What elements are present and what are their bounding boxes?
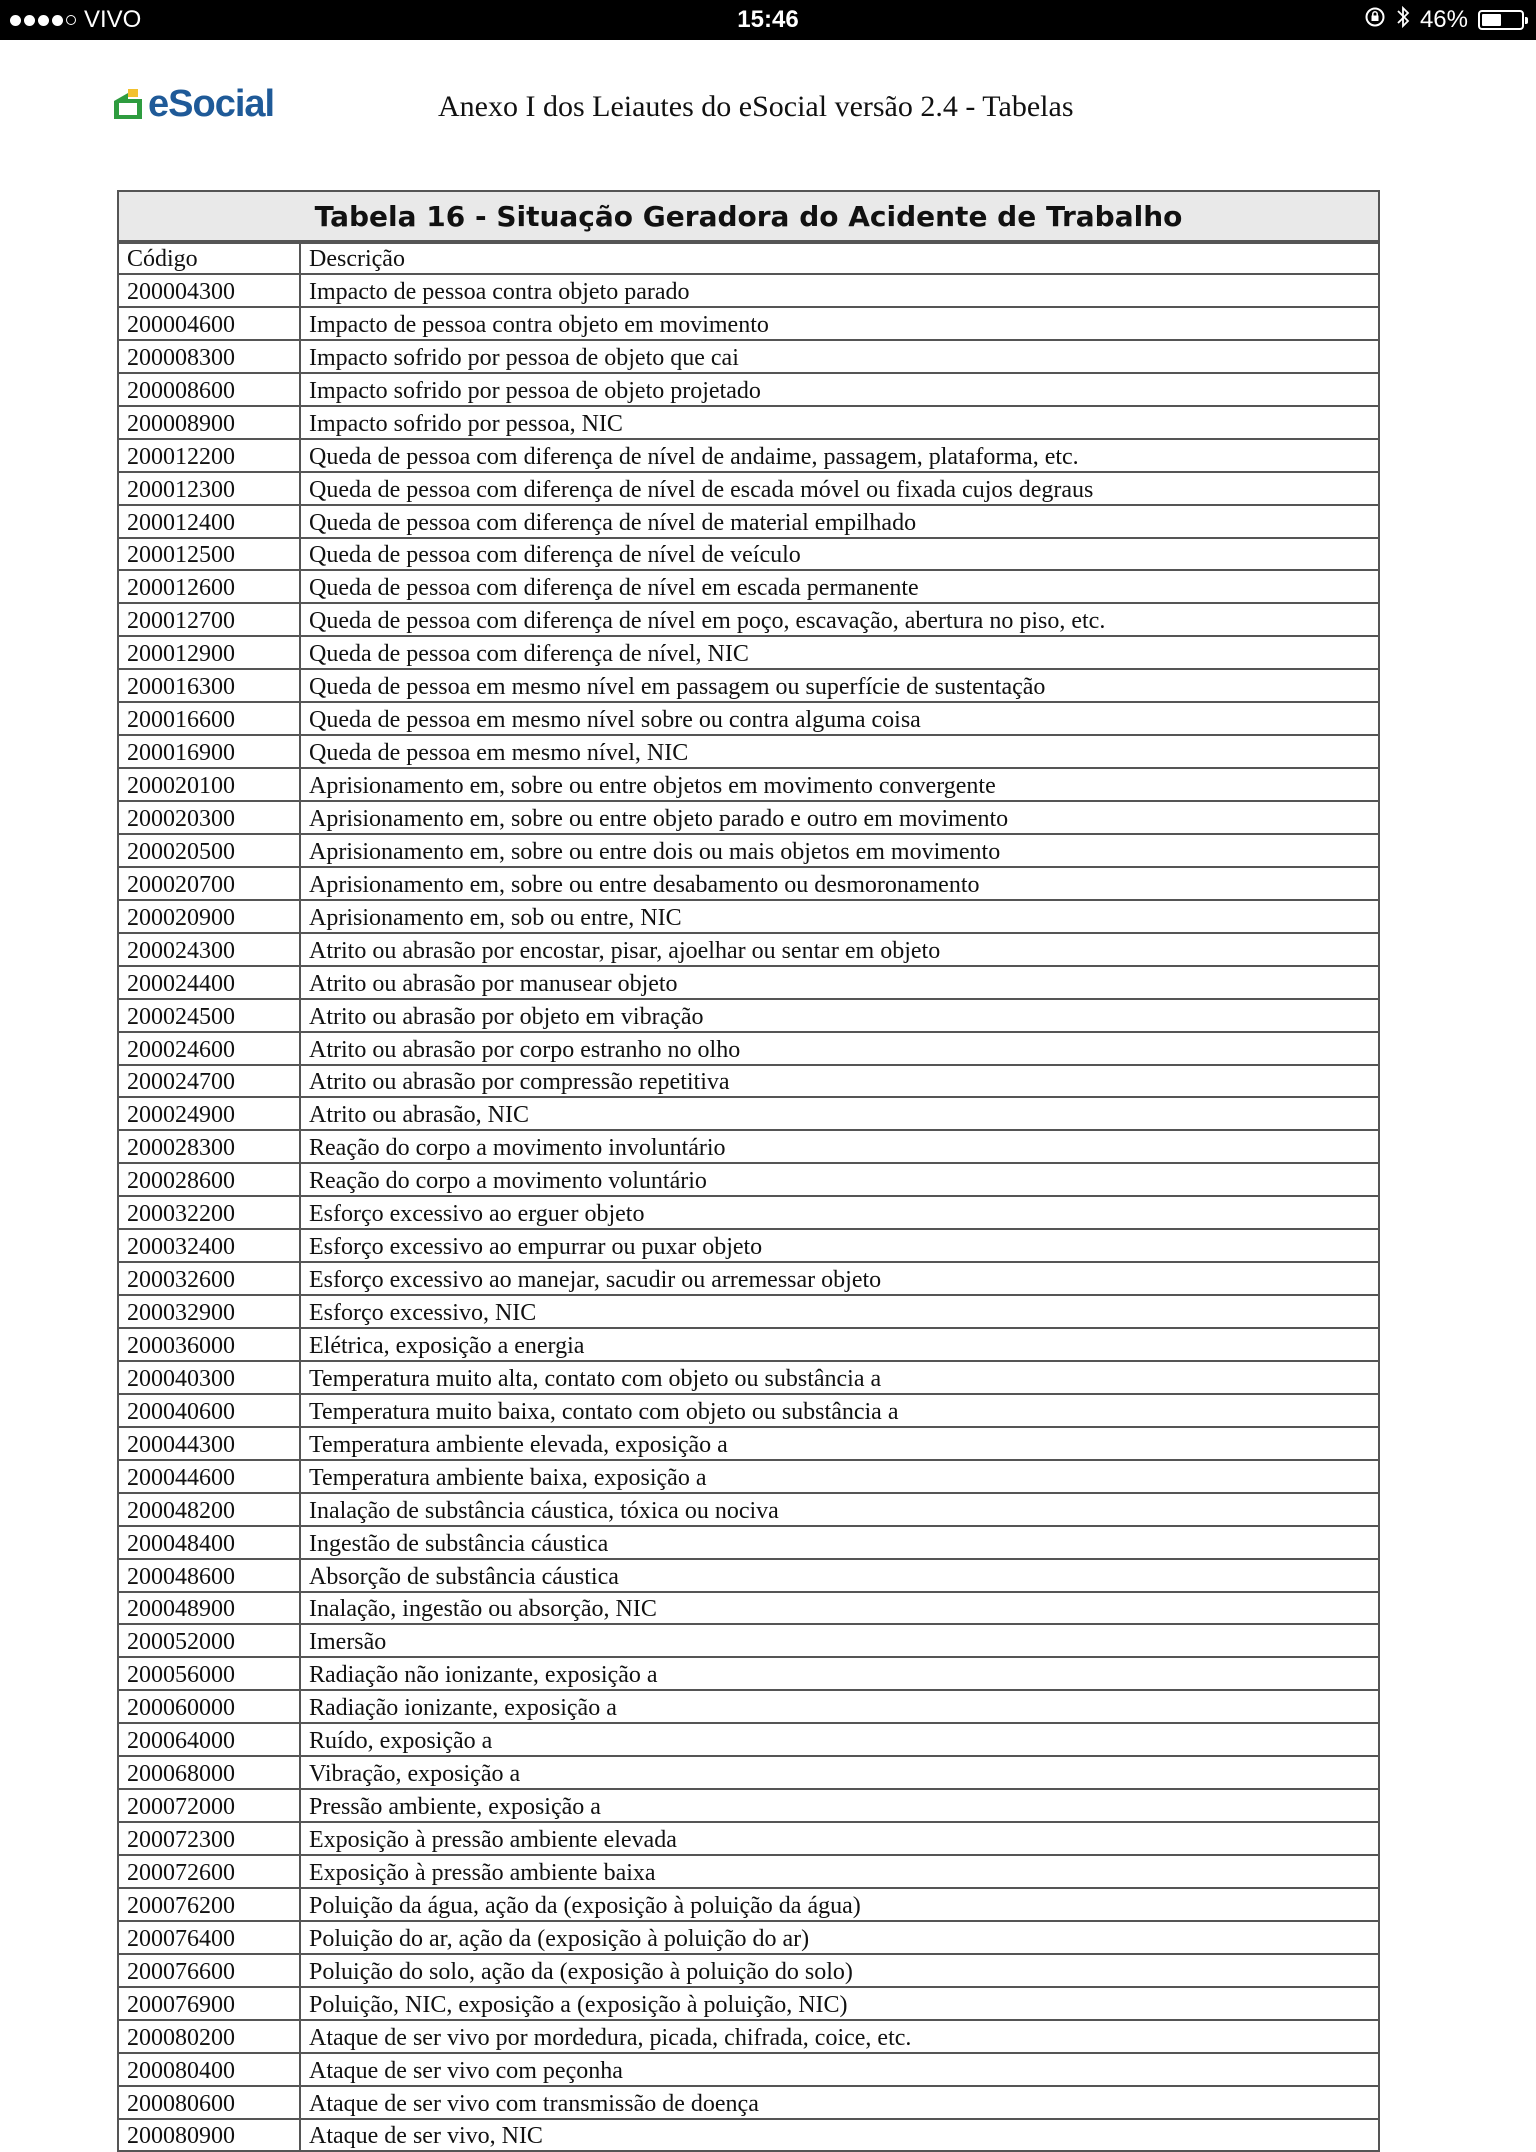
table-row — [118, 2119, 1379, 2152]
carrier-name: VIVO — [84, 6, 142, 33]
cell-description: Elétrica, exposição a energia — [300, 1328, 1379, 1361]
cell-code: 200040600 — [118, 1394, 300, 1427]
cell-code: 200080900 — [118, 2119, 300, 2152]
table-row — [118, 933, 1379, 966]
cell-description: Ataque de ser vivo com transmissão de doença — [300, 2086, 1379, 2119]
table-row — [118, 1657, 1379, 1690]
cell-description: Temperatura ambiente elevada, exposição a — [300, 1427, 1379, 1460]
cell-code: 200048900 — [118, 1592, 300, 1625]
cell-code: 200004300 — [118, 274, 300, 307]
table-row — [118, 1592, 1379, 1625]
cell-description: Vibração, exposição a — [300, 1756, 1379, 1789]
cell-code: 200012400 — [118, 505, 300, 538]
esocial-logo-icon — [110, 87, 146, 123]
table-row — [118, 1361, 1379, 1394]
cell-description: Poluição do solo, ação da (exposição à poluição do solo) — [300, 1954, 1379, 1987]
cell-description: Ataque de ser vivo com peçonha — [300, 2053, 1379, 2086]
logo-text: eSocial — [148, 83, 275, 125]
cell-description: Queda de pessoa em mesmo nível sobre ou contra alguma coisa — [300, 702, 1379, 735]
cell-code: 200028300 — [118, 1130, 300, 1163]
table-row — [118, 1427, 1379, 1460]
cell-description: Radiação ionizante, exposição a — [300, 1690, 1379, 1723]
cell-code: 200076200 — [118, 1888, 300, 1921]
cell-description: Temperatura muito baixa, contato com objeto ou substância a — [300, 1394, 1379, 1427]
cell-description: Pressão ambiente, exposição a — [300, 1789, 1379, 1822]
table-row — [118, 373, 1379, 406]
cell-code: 200028600 — [118, 1163, 300, 1196]
cell-description: Ingestão de substância cáustica — [300, 1526, 1379, 1559]
rotation-lock-icon — [1364, 6, 1386, 35]
table-row — [118, 1855, 1379, 1888]
table-row — [118, 2053, 1379, 2086]
cell-code: 200080600 — [118, 2086, 300, 2119]
cell-code: 200016300 — [118, 669, 300, 702]
table-row — [118, 834, 1379, 867]
cell-code: 200048400 — [118, 1526, 300, 1559]
table-row — [118, 570, 1379, 603]
table-body — [118, 274, 1379, 2151]
situation-table — [117, 190, 1380, 2152]
table-row — [118, 1690, 1379, 1723]
cell-code: 200020700 — [118, 867, 300, 900]
cell-description: Temperatura muito alta, contato com objeto ou substância a — [300, 1361, 1379, 1394]
table-row — [118, 1394, 1379, 1427]
cell-description: Inalação de substância cáustica, tóxica ou nociva — [300, 1493, 1379, 1526]
cell-description: Impacto sofrido por pessoa de objeto que cai — [300, 340, 1379, 373]
cell-description: Poluição da água, ação da (exposição à poluição da água) — [300, 1888, 1379, 1921]
table-row — [118, 1460, 1379, 1493]
cell-code: 200008300 — [118, 340, 300, 373]
cell-description: Atrito ou abrasão por encostar, pisar, ajoelhar ou sentar em objeto — [300, 933, 1379, 966]
cell-code: 200064000 — [118, 1723, 300, 1756]
cell-description: Impacto sofrido por pessoa de objeto projetado — [300, 373, 1379, 406]
cell-code: 200016600 — [118, 702, 300, 735]
cell-code: 200072300 — [118, 1822, 300, 1855]
cell-description: Poluição, NIC, exposição a (exposição à poluição, NIC) — [300, 1987, 1379, 2020]
cell-description: Queda de pessoa em mesmo nível em passagem ou superfície de sustentação — [300, 669, 1379, 702]
bluetooth-icon — [1396, 5, 1410, 36]
table-row — [118, 900, 1379, 933]
cell-description: Exposição à pressão ambiente baixa — [300, 1855, 1379, 1888]
document-title: Anexo I dos Leiautes do eSocial versão 2.4 - Tabelas — [438, 90, 1074, 123]
cell-description: Atrito ou abrasão por manusear objeto — [300, 966, 1379, 999]
table-row — [118, 1163, 1379, 1196]
cell-description: Atrito ou abrasão, NIC — [300, 1097, 1379, 1130]
cell-description: Atrito ou abrasão por objeto em vibração — [300, 999, 1379, 1032]
table-row — [118, 1328, 1379, 1361]
table-row — [118, 1756, 1379, 1789]
cell-description: Poluição do ar, ação da (exposição à poluição do ar) — [300, 1921, 1379, 1954]
status-bar — [0, 0, 1536, 40]
cell-description: Inalação, ingestão ou absorção, NIC — [300, 1592, 1379, 1625]
cell-code: 200020100 — [118, 768, 300, 801]
battery-percent: 46% — [1419, 6, 1468, 33]
cell-code: 200008900 — [118, 406, 300, 439]
cell-description: Aprisionamento em, sobre ou entre desabamento ou desmoronamento — [300, 867, 1379, 900]
cell-description: Ruído, exposição a — [300, 1723, 1379, 1756]
cell-code: 200076400 — [118, 1921, 300, 1954]
cell-code: 200020300 — [118, 801, 300, 834]
cell-description: Impacto de pessoa contra objeto parado — [300, 274, 1379, 307]
table-row — [118, 1130, 1379, 1163]
cell-code: 200048600 — [118, 1559, 300, 1592]
column-header-code: Código — [118, 243, 300, 274]
cell-description: Ataque de ser vivo, NIC — [300, 2119, 1379, 2152]
cell-code: 200040300 — [118, 1361, 300, 1394]
cell-description: Queda de pessoa com diferença de nível de veículo — [300, 538, 1379, 571]
cell-code: 200020900 — [118, 900, 300, 933]
table-row — [118, 999, 1379, 1032]
table-row — [118, 307, 1379, 340]
table-row — [118, 636, 1379, 669]
table-row — [118, 1196, 1379, 1229]
table-row — [118, 768, 1379, 801]
cell-description: Aprisionamento em, sobre ou entre dois ou mais objetos em movimento — [300, 834, 1379, 867]
cell-code: 200072600 — [118, 1855, 300, 1888]
cell-code: 200032900 — [118, 1295, 300, 1328]
cell-description: Queda de pessoa com diferença de nível em poço, escavação, abertura no piso, etc. — [300, 603, 1379, 636]
cell-description: Ataque de ser vivo por mordedura, picada, chifrada, coice, etc. — [300, 2020, 1379, 2053]
cell-description: Temperatura ambiente baixa, exposição a — [300, 1460, 1379, 1493]
cell-code: 200032600 — [118, 1262, 300, 1295]
esocial-logo — [110, 85, 274, 123]
cell-code: 200024500 — [118, 999, 300, 1032]
table-row — [118, 1624, 1379, 1657]
table-row — [118, 1493, 1379, 1526]
cell-description: Esforço excessivo ao empurrar ou puxar objeto — [300, 1229, 1379, 1262]
table-row — [118, 603, 1379, 636]
table-row — [118, 2086, 1379, 2119]
cell-code: 200052000 — [118, 1624, 300, 1657]
battery-icon — [1478, 10, 1524, 30]
table-row — [118, 1065, 1379, 1098]
table-row — [118, 1822, 1379, 1855]
table-header-row — [118, 243, 1379, 274]
cell-description: Atrito ou abrasão por compressão repetitiva — [300, 1065, 1379, 1098]
cell-description: Impacto sofrido por pessoa, NIC — [300, 406, 1379, 439]
table-row — [118, 274, 1379, 307]
table-row — [118, 702, 1379, 735]
table-row — [118, 406, 1379, 439]
cell-code: 200068000 — [118, 1756, 300, 1789]
cell-code: 200060000 — [118, 1690, 300, 1723]
cell-description: Esforço excessivo, NIC — [300, 1295, 1379, 1328]
data-table — [117, 242, 1380, 2152]
cell-description: Exposição à pressão ambiente elevada — [300, 1822, 1379, 1855]
cell-code: 200012300 — [118, 472, 300, 505]
cell-code: 200024400 — [118, 966, 300, 999]
cell-code: 200032200 — [118, 1196, 300, 1229]
table-row — [118, 1987, 1379, 2020]
cell-code: 200024600 — [118, 1032, 300, 1065]
cell-code: 200024300 — [118, 933, 300, 966]
cell-code: 200048200 — [118, 1493, 300, 1526]
table-row — [118, 1526, 1379, 1559]
cell-description: Queda de pessoa com diferença de nível de escada móvel ou fixada cujos degraus — [300, 472, 1379, 505]
cell-code: 200016900 — [118, 735, 300, 768]
table-row — [118, 538, 1379, 571]
table-row — [118, 472, 1379, 505]
column-header-description: Descrição — [300, 243, 1379, 274]
cell-code: 200012500 — [118, 538, 300, 571]
cell-code: 200036000 — [118, 1328, 300, 1361]
table-row — [118, 801, 1379, 834]
cell-description: Queda de pessoa com diferença de nível de andaime, passagem, plataforma, etc. — [300, 439, 1379, 472]
cell-description: Esforço excessivo ao manejar, sacudir ou arremessar objeto — [300, 1262, 1379, 1295]
cell-description: Queda de pessoa em mesmo nível, NIC — [300, 735, 1379, 768]
table-row — [118, 439, 1379, 472]
cell-description: Queda de pessoa com diferença de nível em escada permanente — [300, 570, 1379, 603]
cell-code: 200076600 — [118, 1954, 300, 1987]
cell-code: 200012700 — [118, 603, 300, 636]
cell-description: Queda de pessoa com diferença de nível, NIC — [300, 636, 1379, 669]
cell-code: 200004600 — [118, 307, 300, 340]
document-header — [0, 40, 1536, 190]
cell-code: 200020500 — [118, 834, 300, 867]
table-row — [118, 1295, 1379, 1328]
table-row — [118, 1723, 1379, 1756]
cell-description: Queda de pessoa com diferença de nível de material empilhado — [300, 505, 1379, 538]
cell-description: Atrito ou abrasão por corpo estranho no olho — [300, 1032, 1379, 1065]
table-row — [118, 966, 1379, 999]
cell-code: 200012200 — [118, 439, 300, 472]
cell-description: Aprisionamento em, sobre ou entre objeto parado e outro em movimento — [300, 801, 1379, 834]
cell-description: Aprisionamento em, sob ou entre, NIC — [300, 900, 1379, 933]
table-row — [118, 1032, 1379, 1065]
cell-code: 200072000 — [118, 1789, 300, 1822]
table-row — [118, 1559, 1379, 1592]
cell-code: 200044600 — [118, 1460, 300, 1493]
table-row — [118, 1921, 1379, 1954]
cell-code: 200076900 — [118, 1987, 300, 2020]
cell-code: 200032400 — [118, 1229, 300, 1262]
cell-description: Reação do corpo a movimento involuntário — [300, 1130, 1379, 1163]
cell-code: 200012600 — [118, 570, 300, 603]
cell-description: Esforço excessivo ao erguer objeto — [300, 1196, 1379, 1229]
cell-code: 200080400 — [118, 2053, 300, 2086]
status-bar-time: 15:46 — [737, 6, 799, 33]
table-row — [118, 1789, 1379, 1822]
table-row — [118, 1262, 1379, 1295]
table-row — [118, 867, 1379, 900]
table-row — [118, 1954, 1379, 1987]
table-row — [118, 1229, 1379, 1262]
status-bar-right — [1364, 0, 1524, 40]
cell-code: 200008600 — [118, 373, 300, 406]
cell-code: 200080200 — [118, 2020, 300, 2053]
table-row — [118, 505, 1379, 538]
cell-description: Impacto de pessoa contra objeto em movimento — [300, 307, 1379, 340]
table-row — [118, 1888, 1379, 1921]
cell-code: 200044300 — [118, 1427, 300, 1460]
cell-description: Aprisionamento em, sobre ou entre objetos em movimento convergente — [300, 768, 1379, 801]
cell-description: Reação do corpo a movimento voluntário — [300, 1163, 1379, 1196]
cell-code: 200024900 — [118, 1097, 300, 1130]
table-row — [118, 669, 1379, 702]
cell-description: Absorção de substância cáustica — [300, 1559, 1379, 1592]
table-title: Tabela 16 - Situação Geradora do Acidente de Trabalho — [117, 190, 1380, 242]
cell-description: Radiação não ionizante, exposição a — [300, 1657, 1379, 1690]
table-row — [118, 1097, 1379, 1130]
table-row — [118, 340, 1379, 373]
cell-code: 200024700 — [118, 1065, 300, 1098]
cell-description: Imersão — [300, 1624, 1379, 1657]
table-row — [118, 735, 1379, 768]
cell-code: 200056000 — [118, 1657, 300, 1690]
cell-code: 200012900 — [118, 636, 300, 669]
